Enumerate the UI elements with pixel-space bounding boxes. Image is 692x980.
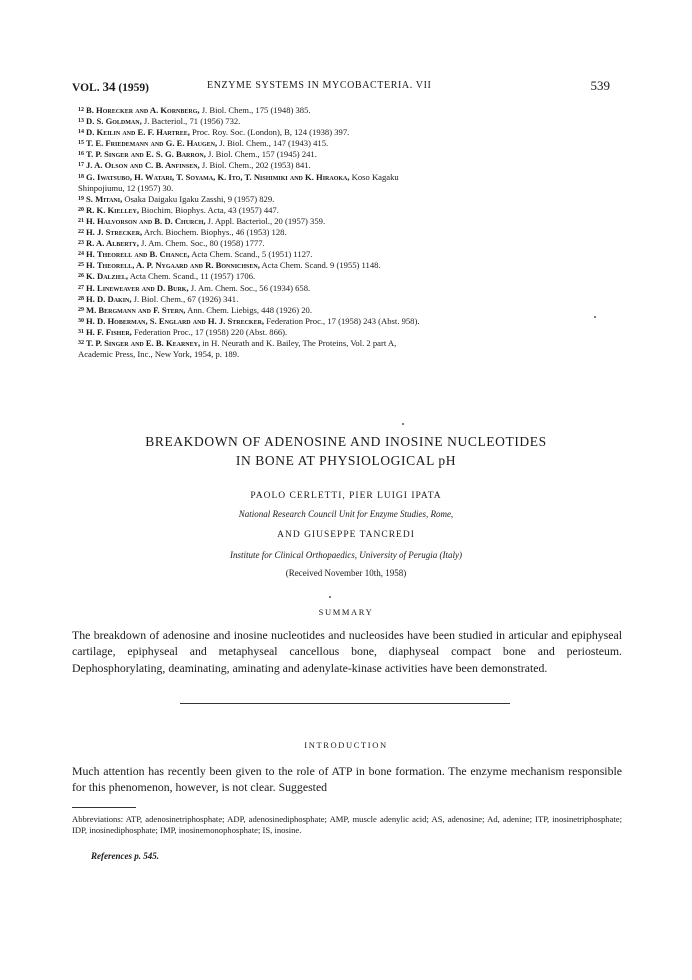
- references-pointer: References p. 545.: [91, 851, 159, 861]
- authors: PAOLO CERLETTI, PIER LUIGI IPATA: [250, 491, 442, 501]
- running-head: [72, 79, 610, 95]
- reference-citation: Federation Proc., 17 (1958) 220 (Abst. 866).: [131, 326, 288, 337]
- running-title: ENZYME SYSTEMS IN MYCOBACTERIA. VII: [207, 80, 432, 91]
- reference-authors: H. J. Strecker,: [86, 227, 143, 238]
- reference-citation: Ann. Chem. Liebigs, 448 (1926) 20.: [185, 304, 312, 315]
- reference-citation: Acta Chem. Scand., 11 (1957) 1706.: [128, 271, 256, 282]
- print-speck: [402, 423, 404, 425]
- page-number: 539: [590, 78, 610, 93]
- reference-citation: J. Bacteriol., 71 (1956) 732.: [141, 116, 241, 127]
- affiliation-2: Institute for Clinical Orthopaedics, University of Perugia (Italy): [230, 550, 462, 560]
- reference-item: [78, 138, 622, 149]
- reference-item: [78, 160, 622, 171]
- introduction-heading: INTRODUCTION: [304, 740, 388, 750]
- reference-item: [78, 327, 622, 338]
- reference-authors: M. Bergmann and F. Stern,: [86, 304, 186, 315]
- reference-item: [78, 227, 622, 238]
- reference-item: [78, 260, 622, 271]
- reference-number: 25: [78, 262, 84, 269]
- reference-number: 21: [78, 217, 84, 224]
- reference-authors: D. Keilin and E. F. Hartree,: [86, 127, 190, 138]
- reference-item: [78, 338, 622, 349]
- reference-authors: H. Theorell, A. P. Nygaard and R. Bonnichsen,: [86, 260, 260, 271]
- reference-item: [78, 294, 622, 305]
- reference-authors: G. Iwatsubo, H. Watari, T. Soyama, K. Ito, T. Nishimiki and K. Hiraoka,: [86, 171, 350, 182]
- reference-citation: J. Biol. Chem., 202 (1953) 841.: [199, 160, 311, 171]
- reference-item: [78, 116, 622, 127]
- reference-citation: J. Biol. Chem., 147 (1943) 415.: [217, 138, 329, 149]
- reference-citation: J. Biol. Chem., 175 (1948) 385.: [199, 105, 311, 115]
- reference-item: [78, 283, 622, 294]
- article-title: [60, 432, 632, 470]
- reference-item: [78, 172, 622, 183]
- affiliation-1: National Research Council Unit for Enzyme Studies, Rome,: [238, 509, 454, 519]
- reference-item: [78, 249, 622, 260]
- reference-citation: in H. Neurath and K. Bailey, The Proteins, Vol. 2 part A,: [200, 337, 397, 348]
- reference-authors: H. D. Hoberman, S. Englard and H. J. Strecker,: [86, 315, 265, 326]
- reference-authors: H. Lineweaver and D. Burk,: [86, 282, 189, 293]
- reference-citation: Koso Kagaku: [349, 171, 399, 182]
- reference-number: 18: [78, 173, 84, 180]
- reference-authors: K. Dalziel,: [86, 271, 129, 282]
- reference-item: [78, 271, 622, 282]
- reference-authors: B. Horecker and A. Kornberg,: [86, 105, 200, 115]
- reference-number: 28: [78, 295, 84, 302]
- volume-info: [72, 79, 149, 95]
- reference-number: 12: [78, 107, 84, 113]
- reference-item: [78, 149, 622, 160]
- summary-text: The breakdown of adenosine and inosine nucleotides and nucleosides have been studied in articular and epiphyseal cartilage, epiphyseal and metaphyseal cancellous bone, diaphyseal compact bone and periosteum. Dephosphorylating, deaminating, aminating and adenylate-kinase activities have been demonstrated.: [72, 628, 622, 675]
- received-date: (Received November 10th, 1958): [285, 568, 407, 578]
- reference-number: 24: [78, 251, 84, 258]
- reference-list: [78, 105, 622, 360]
- reference-authors: R. A. Alberty,: [86, 238, 139, 249]
- reference-item: [78, 127, 622, 138]
- reference-citation: Osaka Daigaku Igaku Zasshi, 9 (1957) 829.: [122, 193, 275, 204]
- reference-citation: Acta Chem. Scand. 9 (1955) 1148.: [259, 260, 381, 271]
- reference-citation: Arch. Biochem. Biophys., 46 (1953) 128.: [142, 227, 287, 238]
- reference-number: 16: [78, 151, 84, 158]
- reference-citation: J. Biol. Chem., 67 (1926) 341.: [131, 293, 239, 304]
- reference-number: 26: [78, 273, 84, 280]
- reference-continuation: Shinpojiumu, 12 (1957) 30.: [78, 182, 174, 193]
- reference-item: [78, 205, 622, 216]
- reference-number: 15: [78, 140, 84, 147]
- reference-number: 13: [78, 118, 84, 125]
- reference-authors: H. Halvorson and B. D. Church,: [86, 215, 206, 226]
- reference-authors: S. Mitani,: [86, 193, 123, 204]
- reference-authors: T. P. Singer and E. B. Kearney,: [86, 337, 201, 348]
- reference-citation: J. Appl. Bacteriol., 20 (1957) 359.: [205, 215, 326, 226]
- reference-number: 20: [78, 206, 84, 213]
- reference-number: 31: [78, 328, 84, 335]
- reference-number: 22: [78, 229, 84, 236]
- reference-citation: J. Biol. Chem., 157 (1945) 241.: [205, 149, 317, 160]
- print-speck: [594, 316, 596, 318]
- reference-authors: J. A. Olson and C. B. Anfinsen,: [86, 160, 200, 171]
- reference-number: 19: [78, 195, 84, 202]
- reference-number: 30: [78, 317, 84, 324]
- summary-heading: SUMMARY: [318, 607, 374, 617]
- reference-item: [78, 305, 622, 316]
- reference-item: [78, 194, 622, 205]
- reference-number: 29: [78, 306, 84, 313]
- reference-item: [78, 216, 622, 227]
- reference-authors: H. Theorell and B. Chance,: [86, 249, 190, 260]
- reference-authors: H. F. Fisher,: [86, 326, 132, 337]
- reference-number: 14: [78, 129, 84, 136]
- volume-label: VOL.: [72, 82, 100, 94]
- volume-number: 34: [102, 79, 116, 94]
- reference-citation: Biochim. Biophys. Acta, 43 (1957) 447.: [139, 204, 279, 215]
- reference-number: 23: [78, 240, 84, 247]
- reference-citation: Proc. Roy. Soc. (London), B, 124 (1938) 397.: [189, 127, 350, 138]
- reference-citation: J. Am. Chem. Soc., 80 (1958) 1777.: [138, 238, 265, 249]
- reference-citation: J. Am. Chem. Soc., 56 (1934) 658.: [188, 282, 311, 293]
- reference-citation: Federation Proc., 17 (1958) 243 (Abst. 958).: [264, 315, 420, 326]
- print-speck: [329, 596, 331, 598]
- reference-continuation: Academic Press, Inc., New York, 1954, p. 189.: [78, 349, 240, 360]
- volume-year: (1959): [118, 82, 149, 94]
- abbreviations-footnote: Abbreviations: ATP, adenosinetriphosphate; ADP, adenosinediphosphate; AMP, muscle adenylic acid; AS, adenosine; Ad, adenine; ITP, inosinetriphosphate; IDP, inosinediphosphate; IMP, inosinemonophosphate; IS, inosine.: [72, 814, 622, 836]
- article-title-line-1: BREAKDOWN OF ADENOSINE AND INOSINE NUCLEOTIDES: [145, 434, 547, 449]
- introduction-text: Much attention has recently been given to the role of ATP in bone formation. The enzyme mechanism responsible for this phenomenon, however, is not clear. Suggested: [72, 764, 622, 795]
- reference-authors: H. D. Dakin,: [86, 293, 132, 304]
- footnote-rule: [72, 807, 136, 808]
- additional-author: AND GIUSEPPE TANCREDI: [277, 530, 415, 540]
- reference-number: 17: [78, 162, 84, 169]
- article-title-line-2: IN BONE AT PHYSIOLOGICAL pH: [235, 453, 457, 468]
- reference-authors: T. P. Singer and E. S. G. Barron,: [86, 149, 206, 160]
- reference-citation: Acta Chem. Scand., 5 (1951) 1127.: [189, 249, 313, 260]
- reference-number: 32: [78, 339, 84, 346]
- reference-item: [78, 105, 622, 116]
- reference-authors: T. E. Friedemann and G. E. Haugen,: [86, 138, 218, 149]
- reference-authors: R. K. Kielley,: [86, 204, 139, 215]
- reference-item: [78, 316, 622, 327]
- reference-number: 27: [78, 284, 84, 291]
- reference-authors: D. S. Goldman,: [86, 116, 142, 127]
- reference-item: [78, 238, 622, 249]
- section-rule: [180, 703, 510, 704]
